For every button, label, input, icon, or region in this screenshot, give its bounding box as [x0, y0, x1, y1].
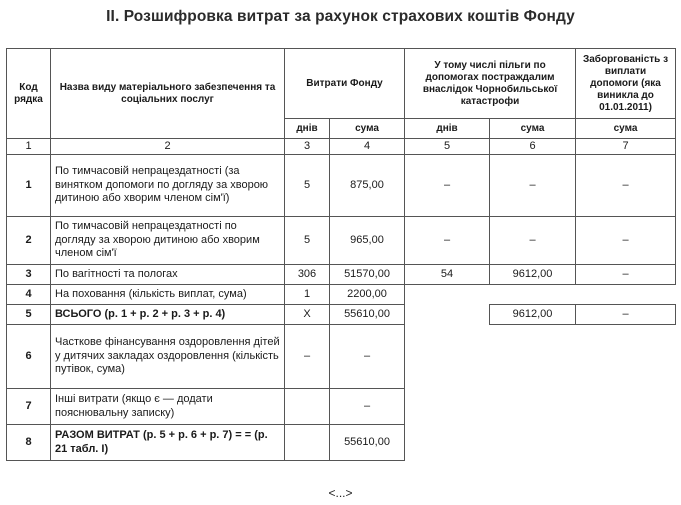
empty-cell — [405, 325, 676, 389]
row-sum: 55610,00 — [330, 305, 405, 325]
row-chornobyl-days: – — [405, 217, 490, 265]
empty-cell — [405, 389, 676, 425]
row-debt: – — [576, 265, 676, 285]
header-code: Код рядка — [7, 49, 51, 139]
header-chornobyl: У тому числі пільги по допомогах постраждалим внаслідок Чорнобильської катастрофи — [405, 49, 576, 119]
table-row — [7, 265, 676, 285]
header-row — [7, 49, 676, 119]
row-code: 5 — [7, 305, 51, 325]
row-code: 6 — [7, 325, 51, 389]
row-sum: 875,00 — [330, 155, 405, 217]
row-sum: 965,00 — [330, 217, 405, 265]
row-code: 3 — [7, 265, 51, 285]
row-code: 4 — [7, 285, 51, 305]
row-chornobyl-sum: – — [490, 155, 576, 217]
col-number: 7 — [576, 139, 676, 155]
row-days — [285, 389, 330, 425]
table-row — [7, 217, 676, 265]
table-row — [7, 325, 676, 389]
row-days: – — [285, 325, 330, 389]
empty-cell — [405, 305, 490, 325]
col-number: 1 — [7, 139, 51, 155]
expenses-table — [6, 48, 676, 461]
table-row — [7, 389, 676, 425]
subheader-fund-sum: сума — [330, 119, 405, 139]
table-row — [7, 285, 676, 305]
col-number: 4 — [330, 139, 405, 155]
row-sum: – — [330, 389, 405, 425]
col-number: 6 — [490, 139, 576, 155]
column-numbers-row — [7, 139, 676, 155]
row-days: 5 — [285, 155, 330, 217]
row-name: По вагітності та пологах — [51, 265, 285, 285]
row-sum: – — [330, 325, 405, 389]
row-chornobyl-sum: – — [490, 217, 576, 265]
table-row — [7, 425, 676, 461]
subheader-fund-days: днів — [285, 119, 330, 139]
table-row — [7, 155, 676, 217]
row-days — [285, 425, 330, 461]
row-name: Часткове фінансування оздоровлення дітей у дитячих закладах оздоровлення (кількість путівок, сума) — [51, 325, 285, 389]
row-name: На поховання (кількість виплат, сума) — [51, 285, 285, 305]
header-debt: Заборгованість з виплати допомоги (яка виникла до 01.01.2011) — [576, 49, 676, 119]
header-fund: Витрати Фонду — [285, 49, 405, 119]
row-chornobyl-days: 54 — [405, 265, 490, 285]
row-name: Інші витрати (якщо є — додати пояснювальну записку) — [51, 389, 285, 425]
col-number: 3 — [285, 139, 330, 155]
row-chornobyl-days: – — [405, 155, 490, 217]
col-number: 2 — [51, 139, 285, 155]
table-row — [7, 305, 676, 325]
row-name: ВСЬОГО (р. 1 + р. 2 + р. 3 + р. 4) — [51, 305, 285, 325]
col-number: 5 — [405, 139, 490, 155]
empty-cell — [405, 285, 676, 305]
header-name: Назва виду матеріального забезпечення та соціальних послуг — [51, 49, 285, 139]
row-code: 1 — [7, 155, 51, 217]
row-code: 7 — [7, 389, 51, 425]
row-debt: – — [576, 155, 676, 217]
row-days: 1 — [285, 285, 330, 305]
row-code: 8 — [7, 425, 51, 461]
row-name: РАЗОМ ВИТРАТ (р. 5 + р. 6 + р. 7) = = (р. 21 табл. I) — [51, 425, 285, 461]
continuation-marker: <...> — [328, 486, 353, 500]
row-days: X — [285, 305, 330, 325]
row-name: По тимчасовій непрацездатності по догляду за хворою дитиною або хворим членом сім'ї — [51, 217, 285, 265]
row-sum: 51570,00 — [330, 265, 405, 285]
subheader-chornobyl-days: днів — [405, 119, 490, 139]
row-name: По тимчасовій непрацездатності (за винятком допомоги по догляду за хворою дитиною або хворим членом сім'ї) — [51, 155, 285, 217]
empty-cell — [405, 425, 676, 461]
row-days: 5 — [285, 217, 330, 265]
row-days: 306 — [285, 265, 330, 285]
row-sum: 55610,00 — [330, 425, 405, 461]
row-debt: – — [576, 217, 676, 265]
subheader-chornobyl-sum: сума — [490, 119, 576, 139]
row-chornobyl-sum: 9612,00 — [490, 265, 576, 285]
section-title: II. Розшифровка витрат за рахунок страхових коштів Фонду — [106, 8, 575, 25]
row-chornobyl-sum: 9612,00 — [490, 305, 576, 325]
row-debt: – — [576, 305, 676, 325]
row-sum: 2200,00 — [330, 285, 405, 305]
subheader-debt-sum: сума — [576, 119, 676, 139]
row-code: 2 — [7, 217, 51, 265]
